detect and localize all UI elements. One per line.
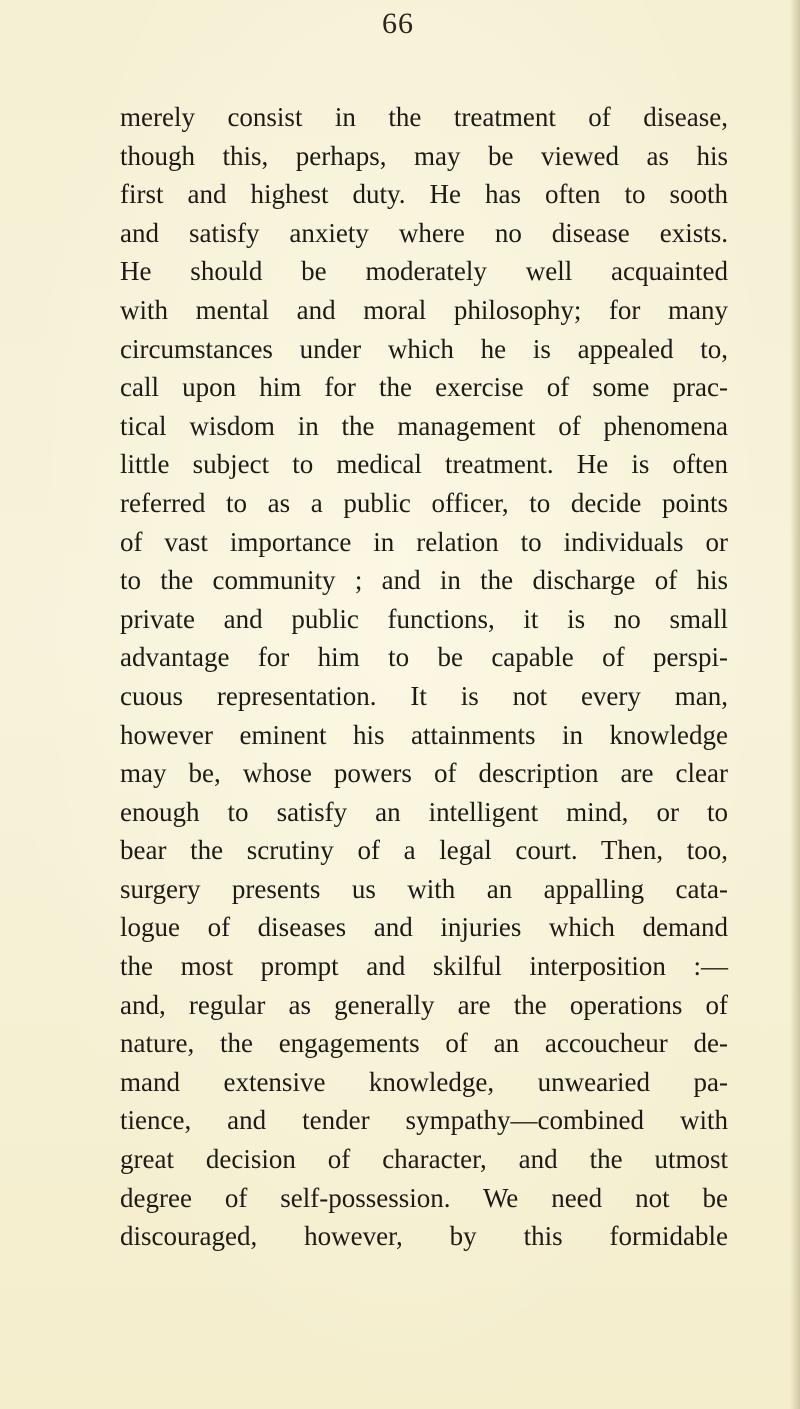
text-line: the most prompt and skilful interposition :— bbox=[120, 951, 728, 982]
text-line: however eminent his attainments in knowledge bbox=[120, 719, 728, 750]
text-line: little subject to medical treatment. He is often bbox=[120, 449, 728, 480]
text-line: may be, whose powers of description are clear bbox=[120, 758, 728, 789]
text-line: mand extensive knowledge, unwearied pa- bbox=[120, 1066, 728, 1097]
text-line: of vast importance in relation to individuals or bbox=[120, 526, 728, 557]
page-number: 66 bbox=[382, 7, 414, 40]
text-line: cuous representation. It is not every man, bbox=[120, 680, 728, 711]
text-line: merely consist in the treatment of disease, bbox=[120, 102, 728, 132]
text-line: though this, perhaps, may be viewed as his bbox=[120, 140, 728, 171]
text-line: discouraged, however, by this formidable bbox=[120, 1221, 728, 1252]
body-text bbox=[120, 98, 728, 1256]
text-line: tience, and tender sympathy—combined with bbox=[120, 1105, 728, 1136]
text-line: logue of diseases and injuries which demand bbox=[120, 912, 728, 943]
text-line: to the community ; and in the discharge of his bbox=[120, 565, 728, 596]
text-line: great decision of character, and the utmost bbox=[120, 1144, 728, 1175]
text-line: first and highest duty. He has often to sooth bbox=[120, 179, 728, 210]
text-line: nature, the engagements of an accoucheur de- bbox=[120, 1028, 728, 1059]
page-edge-shadow bbox=[790, 0, 800, 1409]
text-line: degree of self-possession. We need not be bbox=[120, 1182, 728, 1213]
text-line: and, regular as generally are the operations of bbox=[120, 989, 728, 1020]
text-line: advantage for him to be capable of perspi- bbox=[120, 642, 728, 673]
text-line: with mental and moral philosophy; for many bbox=[120, 294, 728, 325]
text-line: bear the scrutiny of a legal court. Then, too, bbox=[120, 835, 728, 866]
text-line: referred to as a public officer, to decide points bbox=[120, 487, 728, 518]
text-line: private and public functions, it is no small bbox=[120, 603, 728, 634]
text-line: and satisfy anxiety where no disease exists. bbox=[120, 217, 728, 248]
text-line: call upon him for the exercise of some prac- bbox=[120, 372, 728, 403]
text-line: surgery presents us with an appalling cata- bbox=[120, 873, 728, 904]
text-line: circumstances under which he is appealed to, bbox=[120, 333, 728, 364]
text-line: He should be moderately well acquainted bbox=[120, 256, 728, 287]
text-line: enough to satisfy an intelligent mind, or to bbox=[120, 796, 728, 827]
text-line: tical wisdom in the management of phenomena bbox=[120, 410, 728, 441]
